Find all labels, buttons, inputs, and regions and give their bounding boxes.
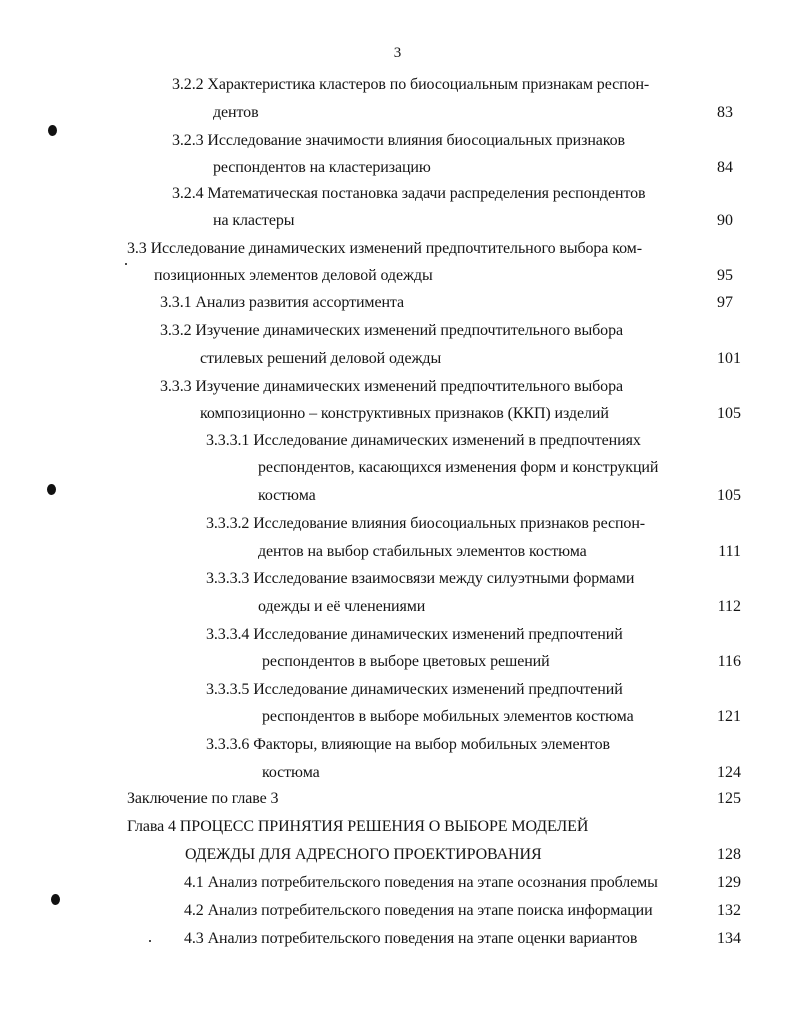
toc-entry-3-2-3-page: 84 — [717, 159, 733, 176]
toc-entry-3-3-3-2-line-1: 3.3.3.2 Исследование влияния биосоциальных признаков респон- — [206, 515, 646, 532]
toc-entry-3-3-3-3-line-2: одежды и её членениями — [258, 598, 426, 615]
toc-entry-chapter-4-page: 128 — [717, 846, 741, 863]
toc-entry-chapter-4-line-1: Глава 4 ПРОЦЕСС ПРИНЯТИЯ РЕШЕНИЯ О ВЫБОРЕ МОДЕЛЕЙ — [127, 818, 589, 835]
toc-entry-3-3-line-2: позиционных элементов деловой одежды — [154, 267, 433, 284]
page-number: 3 — [393, 45, 402, 61]
toc-entry-3-3-3-6-line-2: костюма — [262, 764, 320, 781]
toc-entry-3-3-3-4-line-2: респондентов в выборе цветовых решений — [262, 653, 550, 670]
toc-entry-3-3-3-6-line-1: 3.3.3.6 Факторы, влияющие на выбор мобильных элементов — [206, 736, 610, 753]
toc-entry-chapter-4-line-2: ОДЕЖДЫ ДЛЯ АДРЕСНОГО ПРОЕКТИРОВАНИЯ — [185, 846, 542, 863]
toc-entry-3-3-3-line-1: 3.3.3 Изучение динамических изменений предпочтительного выбора — [160, 378, 623, 395]
toc-entry-3-2-3-line-1: 3.2.3 Исследование значимости влияния биосоциальных признаков — [172, 132, 626, 149]
punch-hole-mark — [48, 125, 57, 136]
toc-entry-3-3-3-2-line-2: дентов на выбор стабильных элементов костюма — [258, 543, 587, 560]
toc-entry-3-2-4-line-1: 3.2.4 Математическая постановка задачи распределения респондентов — [172, 185, 646, 202]
toc-entry-4-1-line-1: 4.1 Анализ потребительского поведения на этапе осознания проблемы — [184, 874, 658, 891]
toc-entry-3-3-3-1-line-2: респондентов, касающихся изменения форм и конструкций — [258, 459, 659, 476]
toc-entry-3-3-3-5-line-1: 3.3.3.5 Исследование динамических изменений предпочтений — [206, 681, 623, 698]
toc-entry-3-3-3-5-page: 121 — [717, 708, 741, 725]
toc-entry-4-3-page: 134 — [717, 930, 741, 947]
toc-entry-conclusion-line-1: Заключение по главе 3 — [127, 790, 279, 807]
toc-entry-4-1-page: 129 — [717, 874, 741, 891]
punch-hole-mark — [47, 484, 56, 495]
toc-entry-3-3-3-6-page: 124 — [717, 764, 741, 781]
toc-entry-3-3-1-page: 97 — [717, 294, 733, 311]
toc-entry-3-3-3-1-line-1: 3.3.3.1 Исследование динамических изменений в предпочтениях — [206, 432, 641, 449]
toc-entry-3-3-3-line-2: композиционно – конструктивных признаков (ККП) изделий — [200, 405, 609, 422]
toc-entry-3-3-line-1: 3.3 Исследование динамических изменений предпочтительного выбора ком- — [127, 240, 642, 257]
toc-entry-4-3-line-1: 4.3 Анализ потребительского поведения на этапе оценки вариантов — [184, 930, 638, 947]
toc-entry-3-3-2-page: 101 — [717, 350, 741, 367]
toc-entry-3-3-3-1-line-3: костюма — [258, 487, 316, 504]
toc-entry-4-2-page: 132 — [717, 902, 741, 919]
toc-entry-3-2-2-line-1: 3.2.2 Характеристика кластеров по биосоциальным признакам респон- — [172, 76, 650, 93]
toc-entry-3-3-3-1-page: 105 — [717, 487, 741, 504]
toc-entry-3-2-2-page: 83 — [717, 104, 733, 121]
speck-mark — [125, 263, 127, 265]
toc-entry-conclusion-page: 125 — [717, 790, 741, 807]
toc-entry-3-3-1-line-1: 3.3.1 Анализ развития ассортимента — [160, 294, 405, 311]
toc-entry-3-3-3-4-line-1: 3.3.3.4 Исследование динамических изменений предпочтений — [206, 626, 623, 643]
toc-entry-3-3-2-line-1: 3.3.2 Изучение динамических изменений предпочтительного выбора — [160, 322, 623, 339]
toc-entry-3-3-3-2-page: 111 — [718, 543, 741, 560]
toc-entry-4-2-line-1: 4.2 Анализ потребительского поведения на этапе поиска информации — [184, 902, 653, 919]
toc-entry-3-2-2-line-2: дентов — [213, 104, 259, 121]
speck-mark — [149, 940, 151, 942]
toc-entry-3-3-2-line-2: стилевых решений деловой одежды — [200, 350, 442, 367]
toc-entry-3-2-3-line-2: респондентов на кластеризацию — [213, 159, 431, 176]
punch-hole-mark — [51, 894, 60, 905]
toc-entry-3-3-3-page: 105 — [717, 405, 741, 422]
toc-entry-3-3-page: 95 — [717, 267, 733, 284]
toc-entry-3-3-3-3-page: 112 — [717, 598, 741, 615]
toc-entry-3-2-4-page: 90 — [717, 212, 733, 229]
toc-entry-3-2-4-line-2: на кластеры — [213, 212, 295, 229]
toc-entry-3-3-3-3-line-1: 3.3.3.3 Исследование взаимосвязи между силуэтными формами — [206, 570, 635, 587]
toc-entry-3-3-3-5-line-2: респондентов в выборе мобильных элементов костюма — [262, 708, 634, 725]
toc-entry-3-3-3-4-page: 116 — [717, 653, 741, 670]
